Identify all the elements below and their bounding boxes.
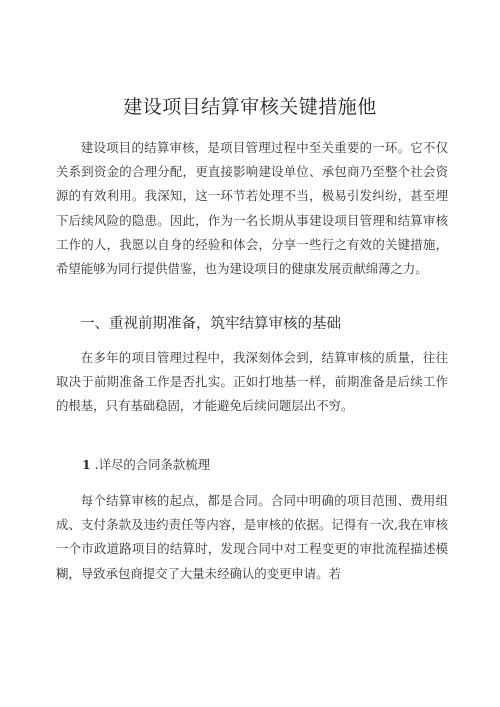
subsection-heading-text: .详尽的合同条款梳理	[94, 457, 211, 472]
subsection-heading-1	[82, 456, 210, 474]
subsection-number: 1	[82, 457, 91, 472]
document-title: 建设项目结算审核关键措施他	[123, 96, 377, 118]
intro-paragraph: 建设项目的结算审核，是项目管理过程中至关重要的一环。它不仅关系到资金的合理分配，更直接影响建设单位、承包商乃至整个社会资源的有效利用。我深知，这一环节若处理不当，极易引发纠纷，甚至埋下后续风险的隐患。因此，作为一名长期从事建设项目管理和结算审核工作的人，我愿以自身的经验和体会，分享一些行之有效的关键措施，希望能够为同行提供借鉴，也为建设项目的健康发展贡献绵薄之力。	[56, 140, 448, 277]
section-1-paragraph: 在多年的项目管理过程中，我深刻体会到，结算审核的质量，往往取决于前期准备工作是否扎实。正如打地基一样，前期准备是后续工作的根基，只有基础稳固，才能避免后续问题层出不穷。	[56, 350, 448, 414]
subsection-1-paragraph: 每个结算审核的起点，都是合同。合同中明确的项目范围、费用组成、支付条款及违约责任等内容，是审核的依据。记得有一次,我在审核一个市政道路项目的结算时，发现合同中对工程变更的审批流程描述模糊，导致承包商提交了大量未经确认的变更申请。若	[56, 493, 448, 581]
section-heading-1: 一、重视前期准备，筑牢结算审核的基础	[80, 316, 341, 332]
